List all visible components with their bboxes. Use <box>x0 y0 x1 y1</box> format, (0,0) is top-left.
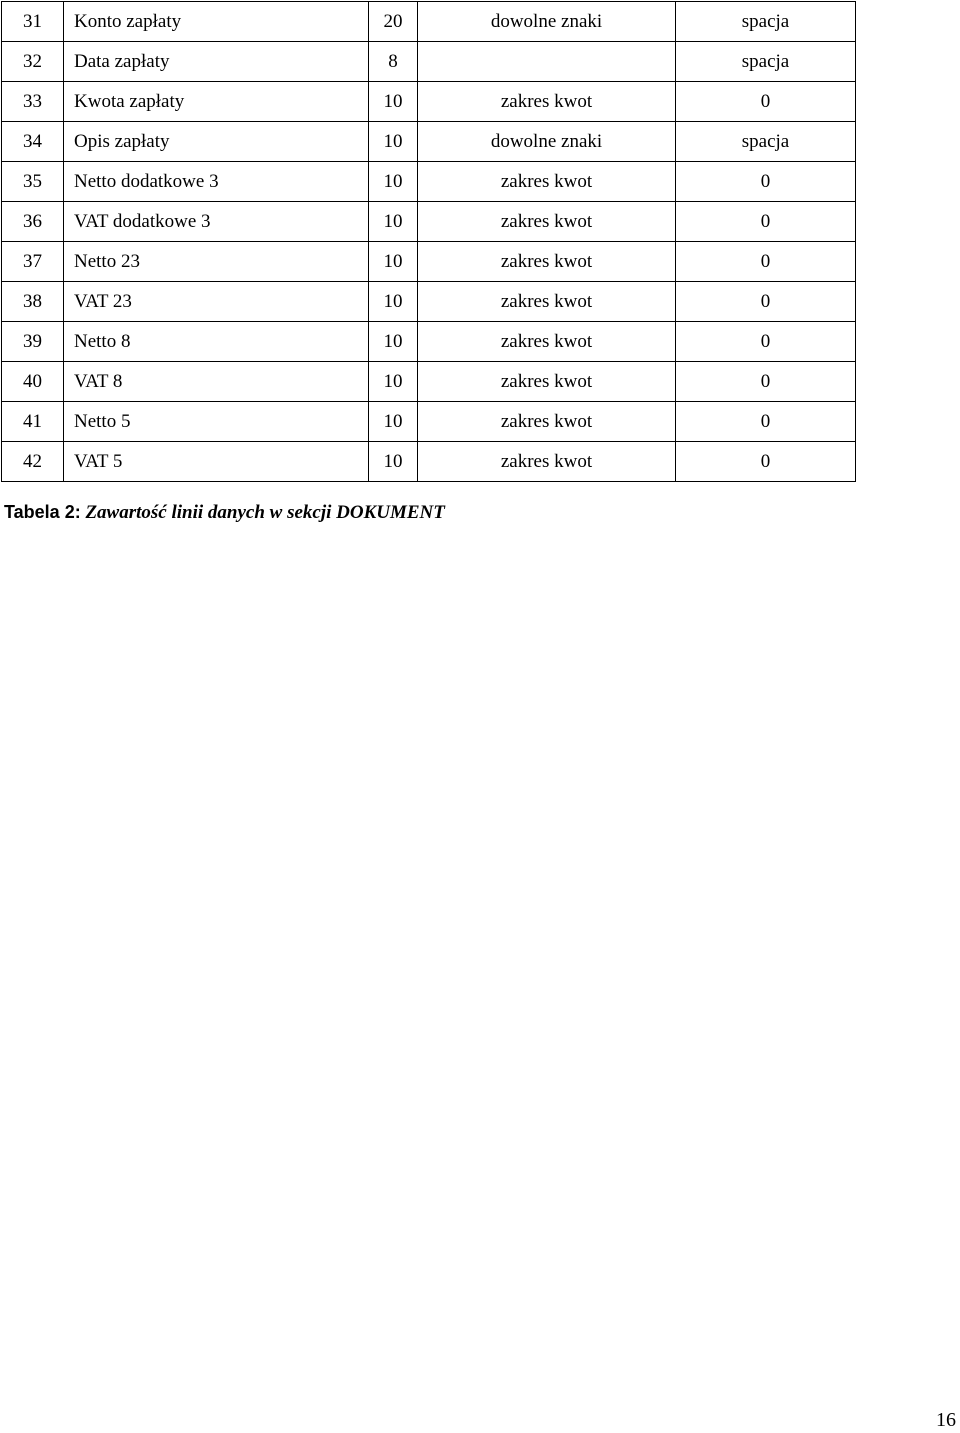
field-type: zakres kwot <box>418 82 676 122</box>
field-default: 0 <box>676 282 856 322</box>
field-number: 40 <box>2 362 64 402</box>
field-default: 0 <box>676 402 856 442</box>
field-type: zakres kwot <box>418 362 676 402</box>
field-type: dowolne znaki <box>418 2 676 42</box>
field-length: 10 <box>369 122 418 162</box>
field-number: 35 <box>2 162 64 202</box>
field-default: 0 <box>676 162 856 202</box>
table-row <box>2 282 856 322</box>
field-number: 38 <box>2 282 64 322</box>
table-row <box>2 2 856 42</box>
field-length: 10 <box>369 162 418 202</box>
field-name: Kwota zapłaty <box>64 82 369 122</box>
field-name: VAT 23 <box>64 282 369 322</box>
field-default: 0 <box>676 322 856 362</box>
field-default: spacja <box>676 2 856 42</box>
field-name: Netto 5 <box>64 402 369 442</box>
field-number: 34 <box>2 122 64 162</box>
field-name: VAT 8 <box>64 362 369 402</box>
field-length: 10 <box>369 242 418 282</box>
field-type <box>418 42 676 82</box>
field-length: 8 <box>369 42 418 82</box>
field-number: 42 <box>2 442 64 482</box>
field-number: 32 <box>2 42 64 82</box>
field-name: Konto zapłaty <box>64 2 369 42</box>
field-length: 10 <box>369 322 418 362</box>
caption-text: Zawartość linii danych w sekcji DOKUMENT <box>85 502 445 523</box>
field-length: 10 <box>369 442 418 482</box>
field-number: 36 <box>2 202 64 242</box>
field-number: 41 <box>2 402 64 442</box>
field-number: 39 <box>2 322 64 362</box>
field-type: zakres kwot <box>418 202 676 242</box>
field-default: 0 <box>676 82 856 122</box>
field-length: 10 <box>369 402 418 442</box>
table-caption <box>4 502 445 524</box>
field-number: 33 <box>2 82 64 122</box>
field-type: zakres kwot <box>418 242 676 282</box>
field-default: 0 <box>676 242 856 282</box>
field-name: Netto dodatkowe 3 <box>64 162 369 202</box>
field-default: 0 <box>676 202 856 242</box>
table-row <box>2 442 856 482</box>
table-row <box>2 42 856 82</box>
table-row <box>2 82 856 122</box>
table-row <box>2 162 856 202</box>
field-length: 10 <box>369 202 418 242</box>
field-name: Netto 23 <box>64 242 369 282</box>
field-type: zakres kwot <box>418 322 676 362</box>
field-name: Opis zapłaty <box>64 122 369 162</box>
field-default: 0 <box>676 442 856 482</box>
field-name: Netto 8 <box>64 322 369 362</box>
field-number: 31 <box>2 2 64 42</box>
table-row <box>2 402 856 442</box>
data-line-table <box>1 1 856 482</box>
field-number: 37 <box>2 242 64 282</box>
field-length: 20 <box>369 2 418 42</box>
page-number: 16 <box>936 1409 956 1431</box>
field-type: zakres kwot <box>418 402 676 442</box>
field-name: Data zapłaty <box>64 42 369 82</box>
table-row <box>2 322 856 362</box>
field-name: VAT 5 <box>64 442 369 482</box>
field-name: VAT dodatkowe 3 <box>64 202 369 242</box>
table-row <box>2 362 856 402</box>
field-default: spacja <box>676 42 856 82</box>
field-default: 0 <box>676 362 856 402</box>
field-length: 10 <box>369 282 418 322</box>
field-default: spacja <box>676 122 856 162</box>
field-type: zakres kwot <box>418 282 676 322</box>
table-body <box>2 2 856 482</box>
field-length: 10 <box>369 362 418 402</box>
table-row <box>2 202 856 242</box>
table-row <box>2 242 856 282</box>
field-type: dowolne znaki <box>418 122 676 162</box>
field-type: zakres kwot <box>418 442 676 482</box>
field-length: 10 <box>369 82 418 122</box>
field-type: zakres kwot <box>418 162 676 202</box>
caption-label: Tabela 2: <box>4 502 81 522</box>
table-row <box>2 122 856 162</box>
